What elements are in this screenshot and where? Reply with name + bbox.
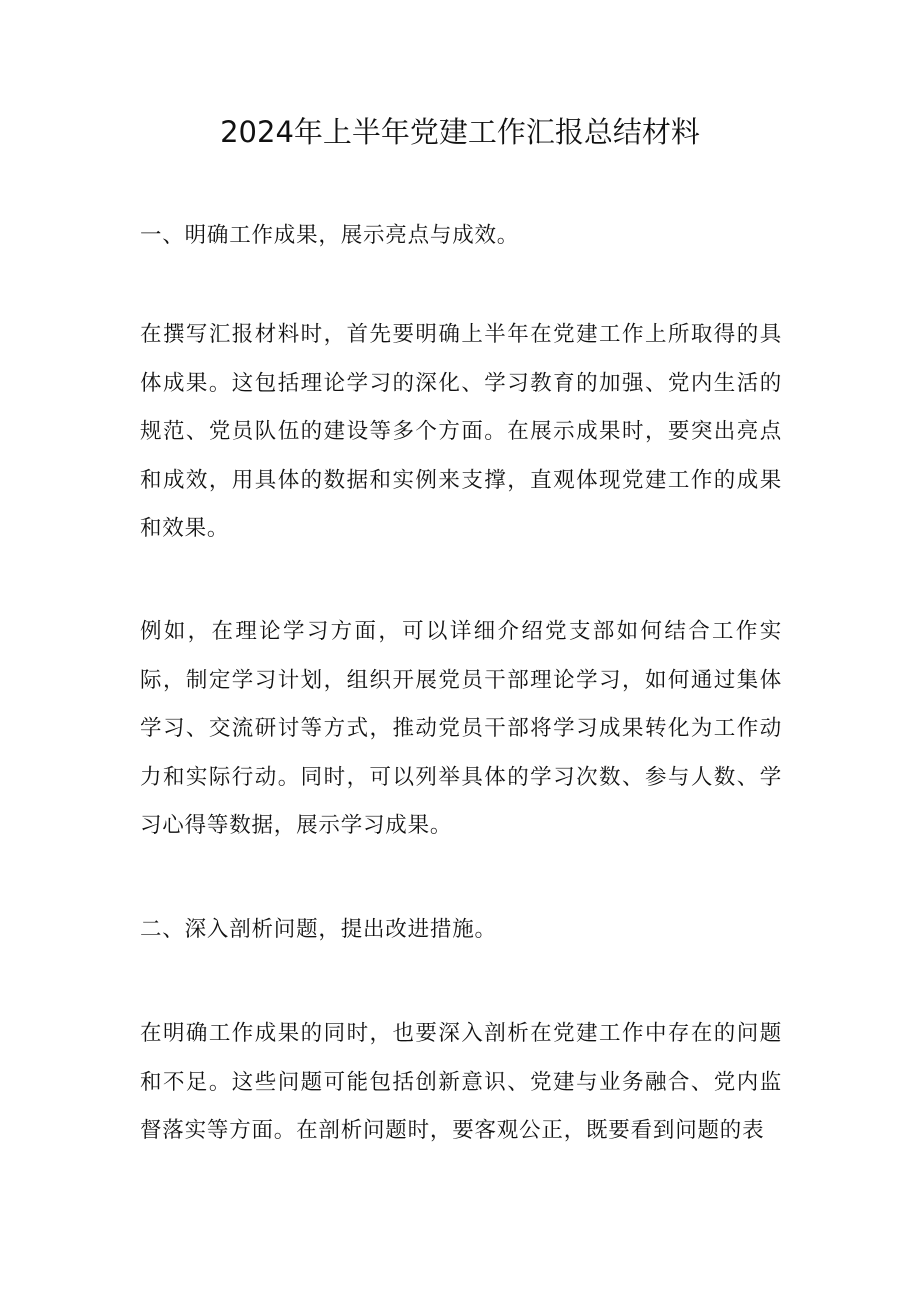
section-1-paragraph-1: 在撰写汇报材料时，首先要明确上半年在党建工作上所取得的具体成果。这包括理论学习的深化、学习教育的加强、党内生活的规范、党员队伍的建设等多个方面。在展示成果时，要突出亮点和成效，用具体的数据和实例来支撑，直观体现党建工作的成果和效果。 <box>140 322 782 541</box>
document-title: 2024年上半年党建工作汇报总结材料 <box>220 115 700 149</box>
section-1-paragraph-2: 例如，在理论学习方面，可以详细介绍党支部如何结合工作实际，制定学习计划，组织开展党员干部理论学习，如何通过集体学习、交流研讨等方式，推动党员干部将学习成果转化为工作动力和实际行动。同时，可以列举具体的学习次数、参与人数、学习心得等数据，展示学习成果。 <box>140 619 782 838</box>
section-2-heading: 二、深入剖析问题，提出改进措施。 <box>140 917 497 942</box>
section-1-heading: 一、明确工作成果，展示亮点与成效。 <box>140 223 520 248</box>
section-2-paragraph-1: 在明确工作成果的同时，也要深入剖析在党建工作中存在的问题和不足。这些问题可能包括创新意识、党建与业务融合、党内监督落实等方面。在剖析问题时，要客观公正，既要看到问题的表 <box>140 1021 782 1143</box>
